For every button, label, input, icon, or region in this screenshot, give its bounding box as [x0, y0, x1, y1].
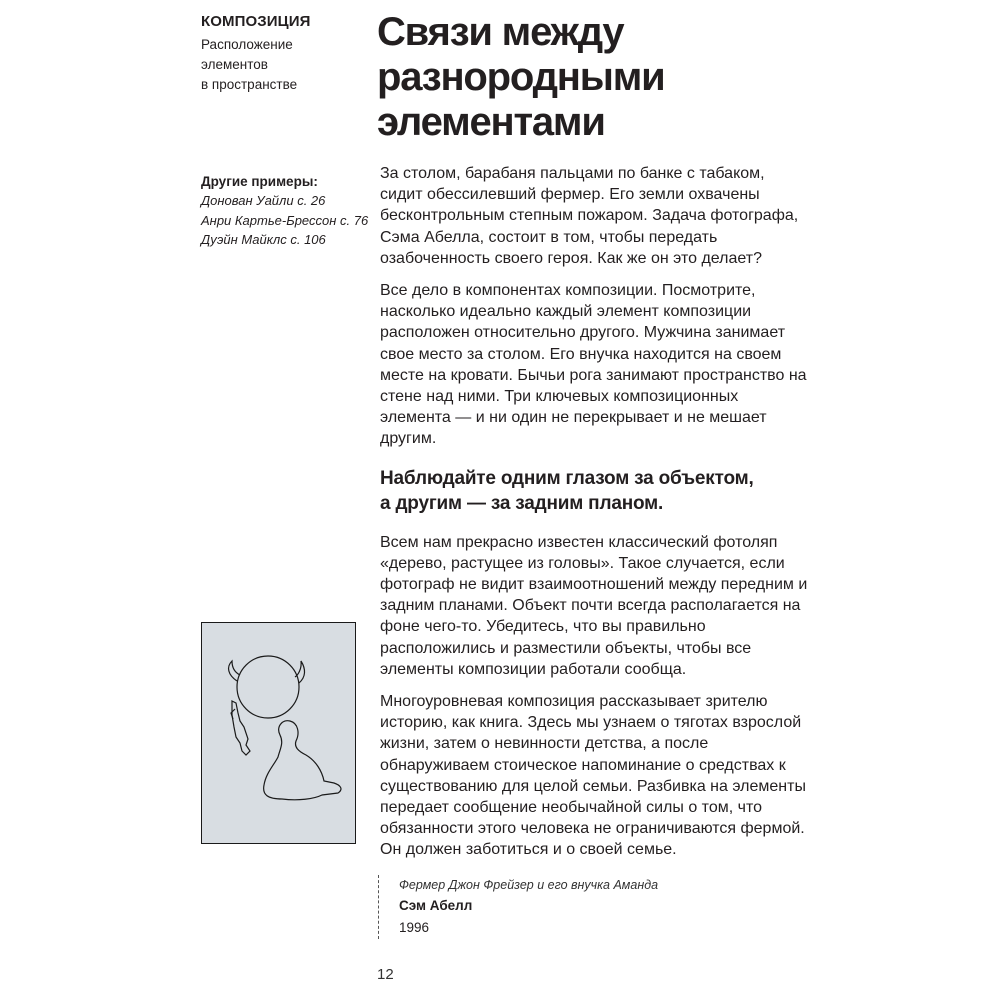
section-subtitle — [201, 35, 361, 95]
page-title-line: разнородными — [377, 55, 665, 99]
subheading-line: Наблюдайте одним глазом за объектом, — [380, 467, 754, 489]
composition-diagram — [201, 622, 356, 844]
caption-year: 1996 — [399, 920, 430, 935]
child-figure-outline — [231, 701, 250, 755]
paragraph: За столом, барабаня пальцами по банке с табаком, сидит обессилевший фермер. Его земли охвачены бесконтрольным степным пожаром. Задача фотографа, Сэма Абелла, состоит в том, чтобы передать озабоченность своего героя. Как же он это делает? — [380, 165, 799, 267]
paragraph: Всем нам прекрасно известен классический фотоляп «дерево, растущее из головы». Такое случается, если фотограф не видит взаимоотношений между передним и задним планами. Объект почти всегда располагается на фоне чего-то. Убедитесь, что вы правильно расположились и разместили объекты, чтобы все элементы композиции работали сообща. — [380, 533, 808, 678]
page-title — [377, 10, 697, 145]
subheading — [380, 466, 810, 516]
subheading-line: а другим — за задним планом. — [380, 492, 664, 514]
caption-title: Фермер Джон Фрейзер и его внучка Аманда — [399, 878, 659, 892]
paragraph: Многоуровневая композиция рассказывает зрителю историю, как книга. Здесь мы узнаем о тяготах взрослой жизни, затем о невинности детства, а после обнаруживаем стоическое напоминание о средствах к существованию для целой семьи. Разбивка на элементы передает сообщение необычайной силы о том, что обязанности этого человека не ограничиваются фермой. Он должен заботиться и о своей семье. — [380, 693, 806, 859]
paragraph: Все дело в компонентах композиции. Посмотрите, насколько идеально каждый элемент композиции расположен относительно другого. Мужчина занимает свое место за столом. Его внучка находится на своем месте на кровати. Бычьи рога занимают пространство на стене над ними. Три ключевых композиционных элемента — и ни один не перекрывает и не мешает другим. — [380, 282, 807, 448]
composition-outline-illustration — [202, 623, 355, 843]
section-label: КОМПОЗИЦИЯ — [201, 13, 311, 30]
example-reference: Донован Уайли с. 26 — [201, 193, 326, 208]
bull-horns-outline — [229, 656, 305, 718]
article-body — [380, 163, 810, 872]
page-title-line: элементами — [377, 100, 605, 144]
example-reference: Анри Картье-Брессон с. 76 — [201, 212, 369, 228]
other-examples — [201, 172, 371, 250]
caption-author: Сэм Абелл — [399, 898, 473, 913]
page-number: 12 — [377, 966, 394, 983]
section-header — [201, 12, 361, 95]
section-subtitle-line: в пространстве — [201, 77, 298, 92]
photo-caption — [378, 875, 729, 939]
other-examples-title: Другие примеры: — [201, 174, 318, 189]
page-title-line: Связи между — [377, 10, 624, 54]
example-reference: Дуэйн Майклс с. 106 — [201, 232, 326, 247]
section-subtitle-line: Расположение элементов — [201, 37, 293, 72]
farmer-figure-outline — [264, 721, 341, 800]
